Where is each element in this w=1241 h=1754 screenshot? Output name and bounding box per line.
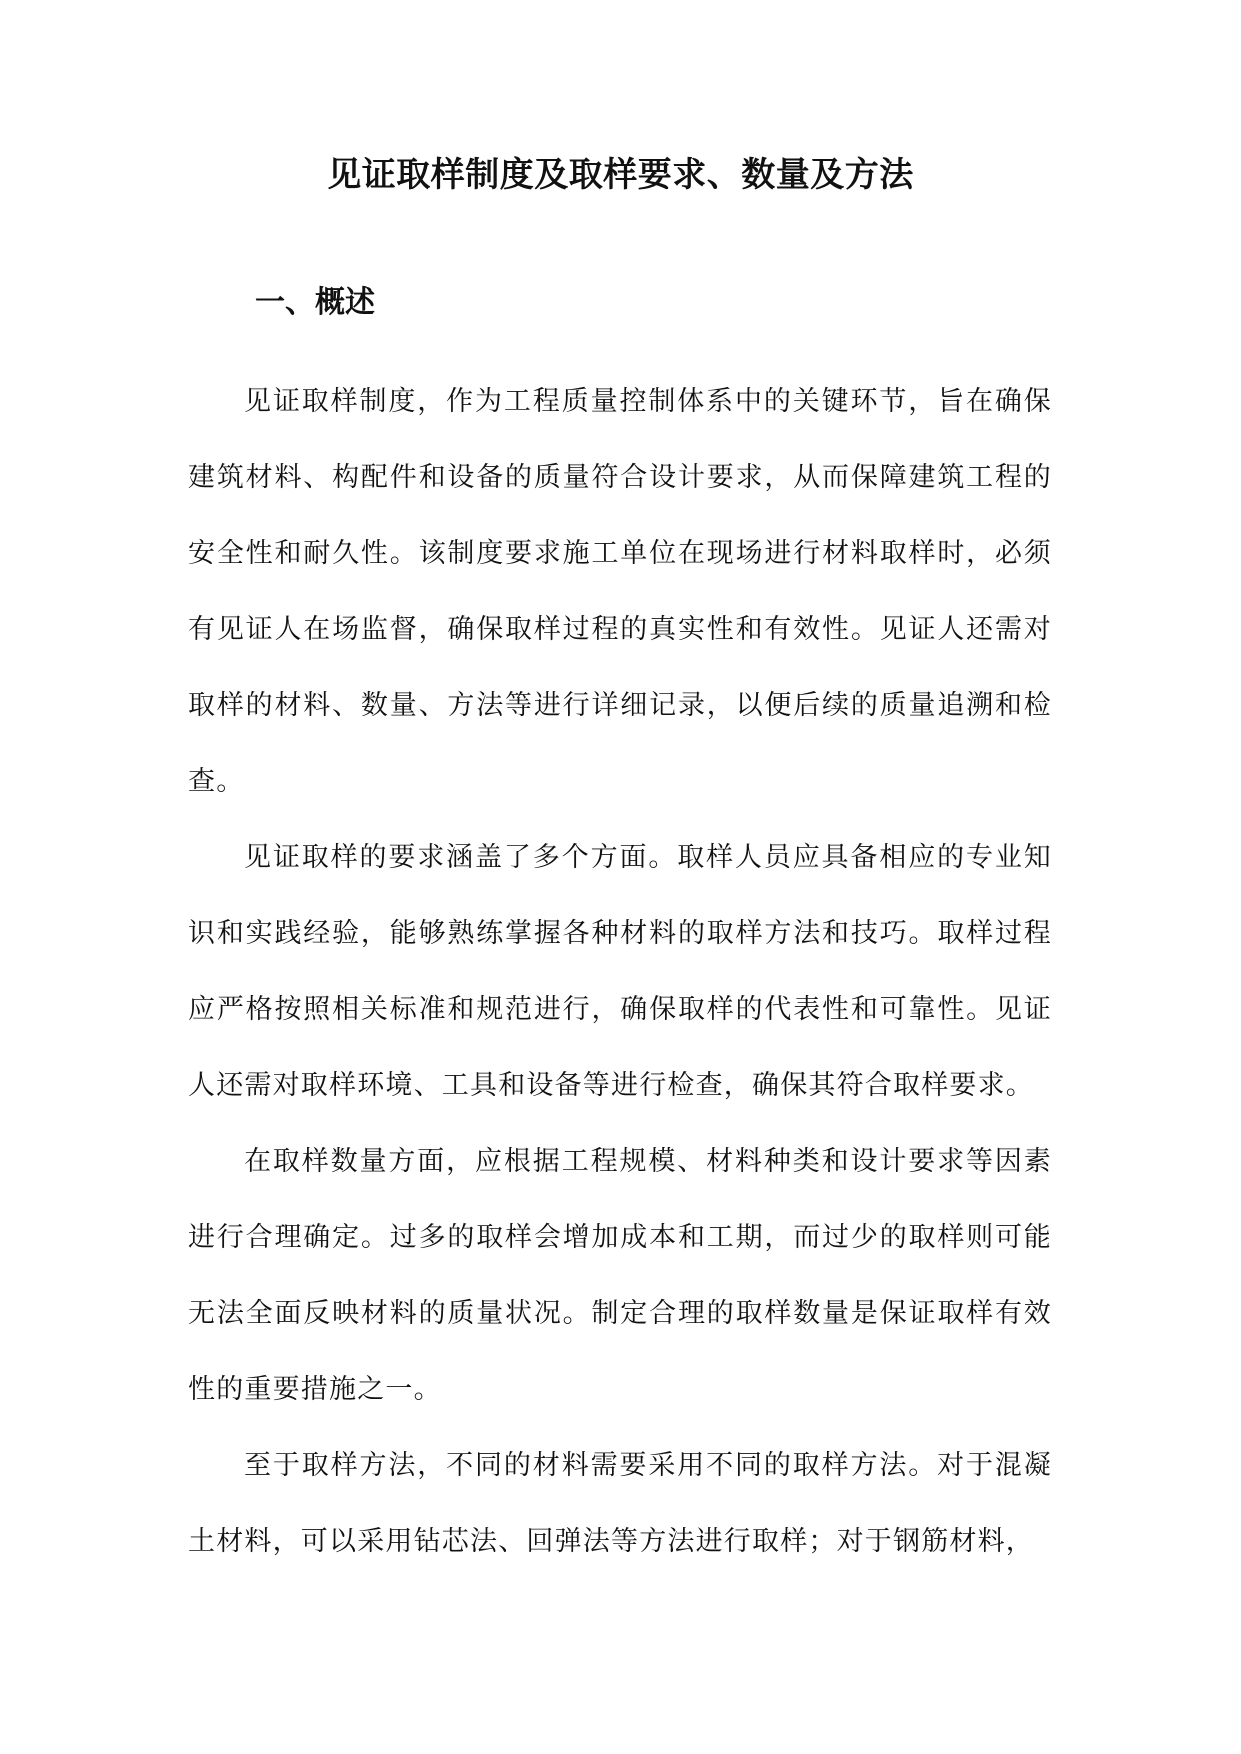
paragraph: 至于取样方法，不同的材料需要采用不同的取样方法。对于混凝土材料，可以采用钻芯法、回弹法等方法进行取样；对于钢筋材料， <box>188 1450 1052 1557</box>
paragraph: 见证取样制度，作为工程质量控制体系中的关键环节，旨在确保建筑材料、构配件和设备的质量符合设计要求，从而保障建筑工程的安全性和耐久性。该制度要求施工单位在现场进行材料取样时，必须有见证人在场监督，确保取样过程的真实性和有效性。见证人还需对取样的材料、数量、方法等进行详细记录，以便后续的质量追溯和检查。 <box>188 386 1052 797</box>
document-body <box>188 364 1052 1580</box>
paragraph: 在取样数量方面，应根据工程规模、材料种类和设计要求等因素进行合理确定。过多的取样会增加成本和工期，而过少的取样则可能无法全面反映材料的质量状况。制定合理的取样数量是保证取样有效性的重要措施之一。 <box>188 1146 1052 1405</box>
section-heading-overview: 一、概述 <box>255 285 375 320</box>
document-title: 见证取样制度及取样要求、数量及方法 <box>327 155 914 195</box>
paragraph: 见证取样的要求涵盖了多个方面。取样人员应具备相应的专业知识和实践经验，能够熟练掌握各种材料的取样方法和技巧。取样过程应严格按照相关标准和规范进行，确保取样的代表性和可靠性。见证人还需对取样环境、工具和设备等进行检查，确保其符合取样要求。 <box>188 842 1052 1101</box>
